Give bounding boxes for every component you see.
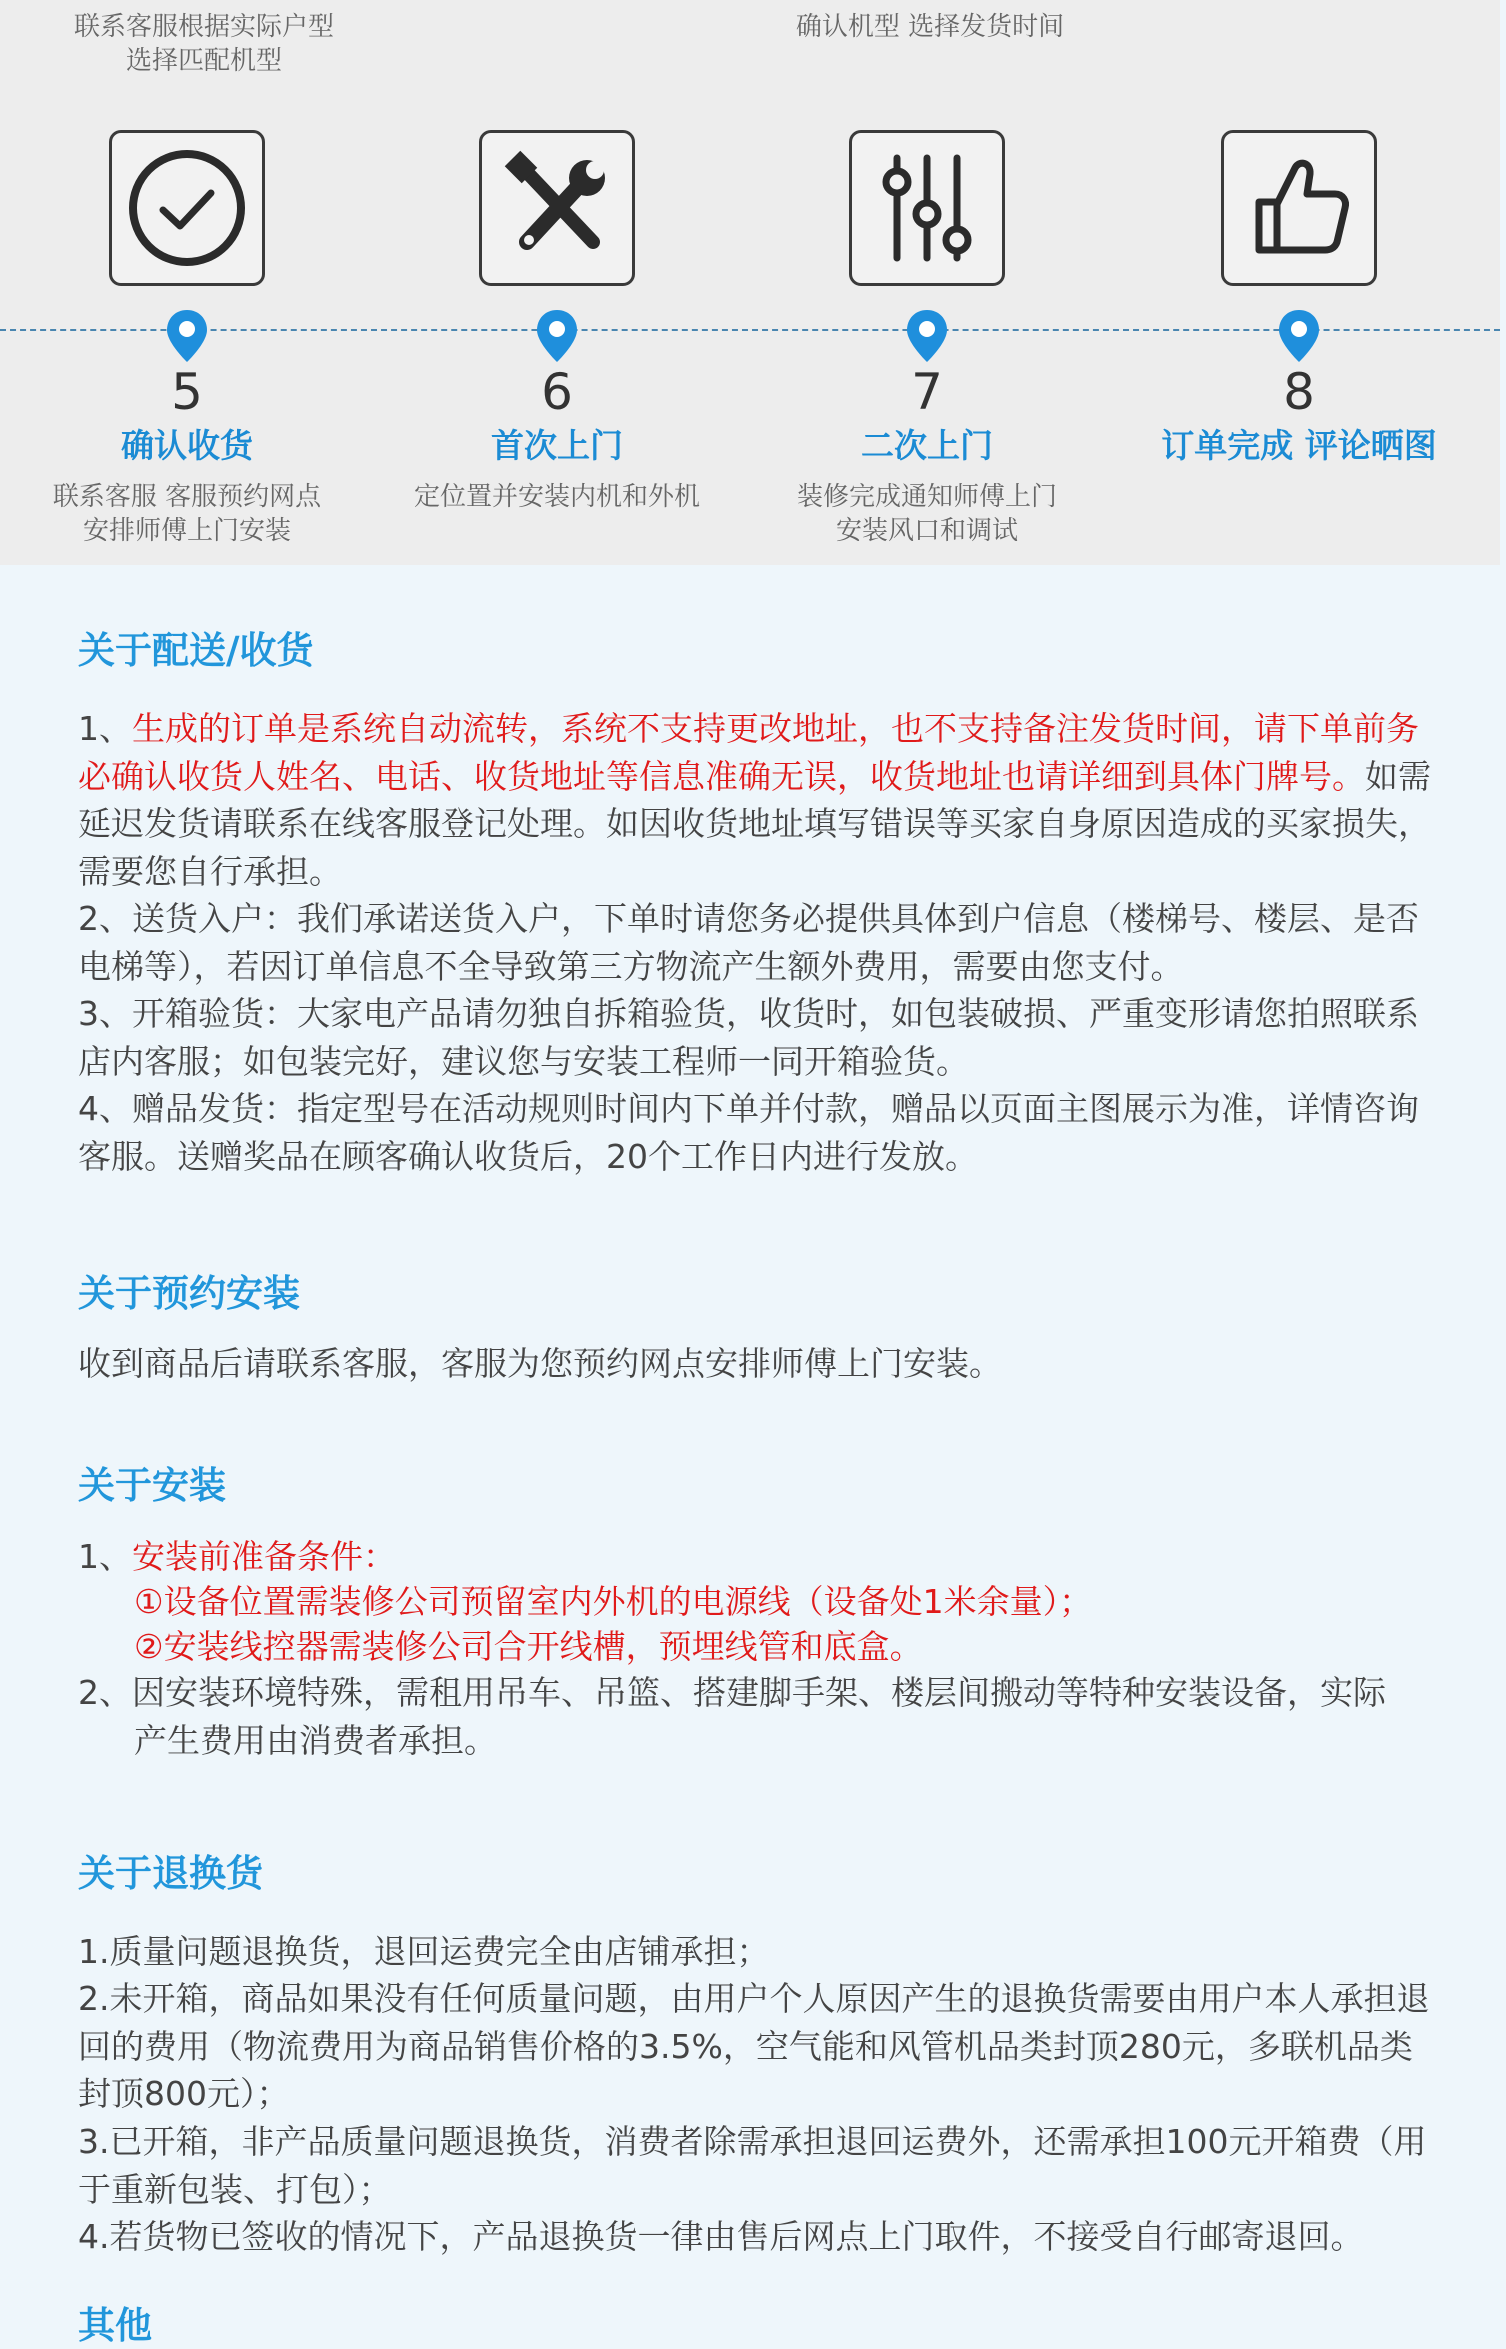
delivery-paragraph-1: 1、生成的订单是系统自动流转，系统不支持更改地址，也不支持备注发货时间，请下单前务必确认收货人姓名、电话、收货地址等信息准确无误，收货地址也请详细到具体门牌号。如需延迟发货请联系在线客服登记处理。如因收货地址填写错误等买家自身原因造成的买家损失，需要您自行承担。	[78, 709, 1431, 891]
returns-paragraph-2: 2.未开箱，商品如果没有任何质量问题，由用户个人原因产生的退换货需要由用户本人承担退回的费用（物流费用为商品销售价格的3.5%，空气能和风管机品类封顶280元，多联机品类封顶800元）；	[78, 1979, 1430, 2113]
delivery-paragraph-2: 2、送货入户：我们承诺送货入户，下单时请您务必提供具体到户信息（楼梯号、楼层、是否电梯等），若因订单信息不全导致第三方物流产生额外费用，需要由您支付。	[78, 899, 1419, 986]
step-title: 订单完成 评论晒图	[1161, 426, 1437, 465]
step-number: 8	[1283, 363, 1315, 421]
step-title: 确认收货	[121, 426, 253, 465]
location-pin-icon	[535, 308, 579, 364]
thumbs-up-icon	[1221, 130, 1377, 286]
delivery-warning-text: 生成的订单是系统自动流转，系统不支持更改地址，也不支持备注发货时间，请下单前务必确认收货人姓名、电话、收货地址等信息准确无误，收货地址也请详细到具体门牌号。	[78, 709, 1419, 796]
step-5	[0, 130, 350, 560]
step-caption-3: 联系客服根据实际户型 选择匹配机型	[73, 12, 334, 76]
tools-icon	[479, 130, 635, 286]
step-7	[720, 130, 1090, 560]
section-title-other: 其他	[78, 2304, 152, 2347]
sliders-icon	[849, 130, 1005, 286]
returns-paragraph-1: 1.质量问题退换货，退回运费完全由店铺承担；	[78, 1932, 770, 1971]
step-number: 7	[911, 363, 943, 421]
delivery-paragraph-3: 3、开箱验货：大家电产品请勿独自拆箱验货，收货时，如包装破损、严重变形请您拍照联系店内客服；如包装完好，建议您与安装工程师一同开箱验货。	[78, 994, 1419, 1081]
location-pin-icon	[165, 308, 209, 364]
policy-content	[0, 565, 1500, 2347]
section-title-returns: 关于退换货	[78, 1852, 263, 1895]
appointment-paragraph: 收到商品后请联系客服，客服为您预约网点安排师傅上门安装。	[78, 1344, 1002, 1383]
returns-paragraph-3: 3.已开箱，非产品质量问题退换货，消费者除需承担退回运费外，还需承担100元开箱费（用于重新包装、打包）；	[78, 2122, 1427, 2209]
install-steps-band	[0, 0, 1500, 565]
location-pin-icon	[905, 308, 949, 364]
install-paragraph-2: 2、因安装环境特殊，需租用吊车、吊篮、搭建脚手架、楼层间搬动等特种安装设备，实际 产生费用由消费者承担。	[78, 1673, 1386, 1760]
step-8	[1092, 130, 1462, 560]
step-caption-4: 确认机型 选择发货时间	[795, 12, 1065, 42]
returns-paragraph-4: 4.若货物已签收的情况下，产品退换货一律由售后网点上门取件，不接受自行邮寄退回。	[78, 2217, 1364, 2256]
step-title: 首次上门	[491, 426, 623, 465]
check-circle-icon	[109, 130, 265, 286]
section-title-appointment: 关于预约安装	[78, 1272, 300, 1315]
step-title: 二次上门	[861, 426, 993, 465]
step-description: 装修完成通知师傅上门 安装风口和调试	[796, 482, 1057, 546]
step-number: 6	[541, 363, 573, 421]
step-description: 定位置并安装内机和外机	[413, 482, 700, 512]
delivery-paragraph-4: 4、赠品发货：指定型号在活动规则时间内下单并付款，赠品以页面主图展示为准，详情咨询客服。送赠奖品在顾客确认收货后，20个工作日内进行发放。	[78, 1089, 1419, 1176]
location-pin-icon	[1277, 308, 1321, 364]
step-number: 5	[171, 363, 203, 421]
step-6	[350, 130, 720, 560]
previous-step-captions	[0, 0, 1500, 90]
install-condition-1: ①设备位置需装修公司预留室内外机的电源线（设备处1米余量）；	[134, 1582, 1093, 1621]
step-description: 联系客服 客服预约网点 安排师傅上门安装	[52, 482, 322, 546]
install-condition-2: ②安装线控器需装修公司合开线槽，预埋线管和底盒。	[134, 1627, 923, 1666]
install-paragraph-1: 1、安装前准备条件：	[78, 1537, 396, 1576]
section-title-delivery: 关于配送/收货	[78, 629, 314, 672]
section-title-install: 关于安装	[78, 1464, 226, 1507]
